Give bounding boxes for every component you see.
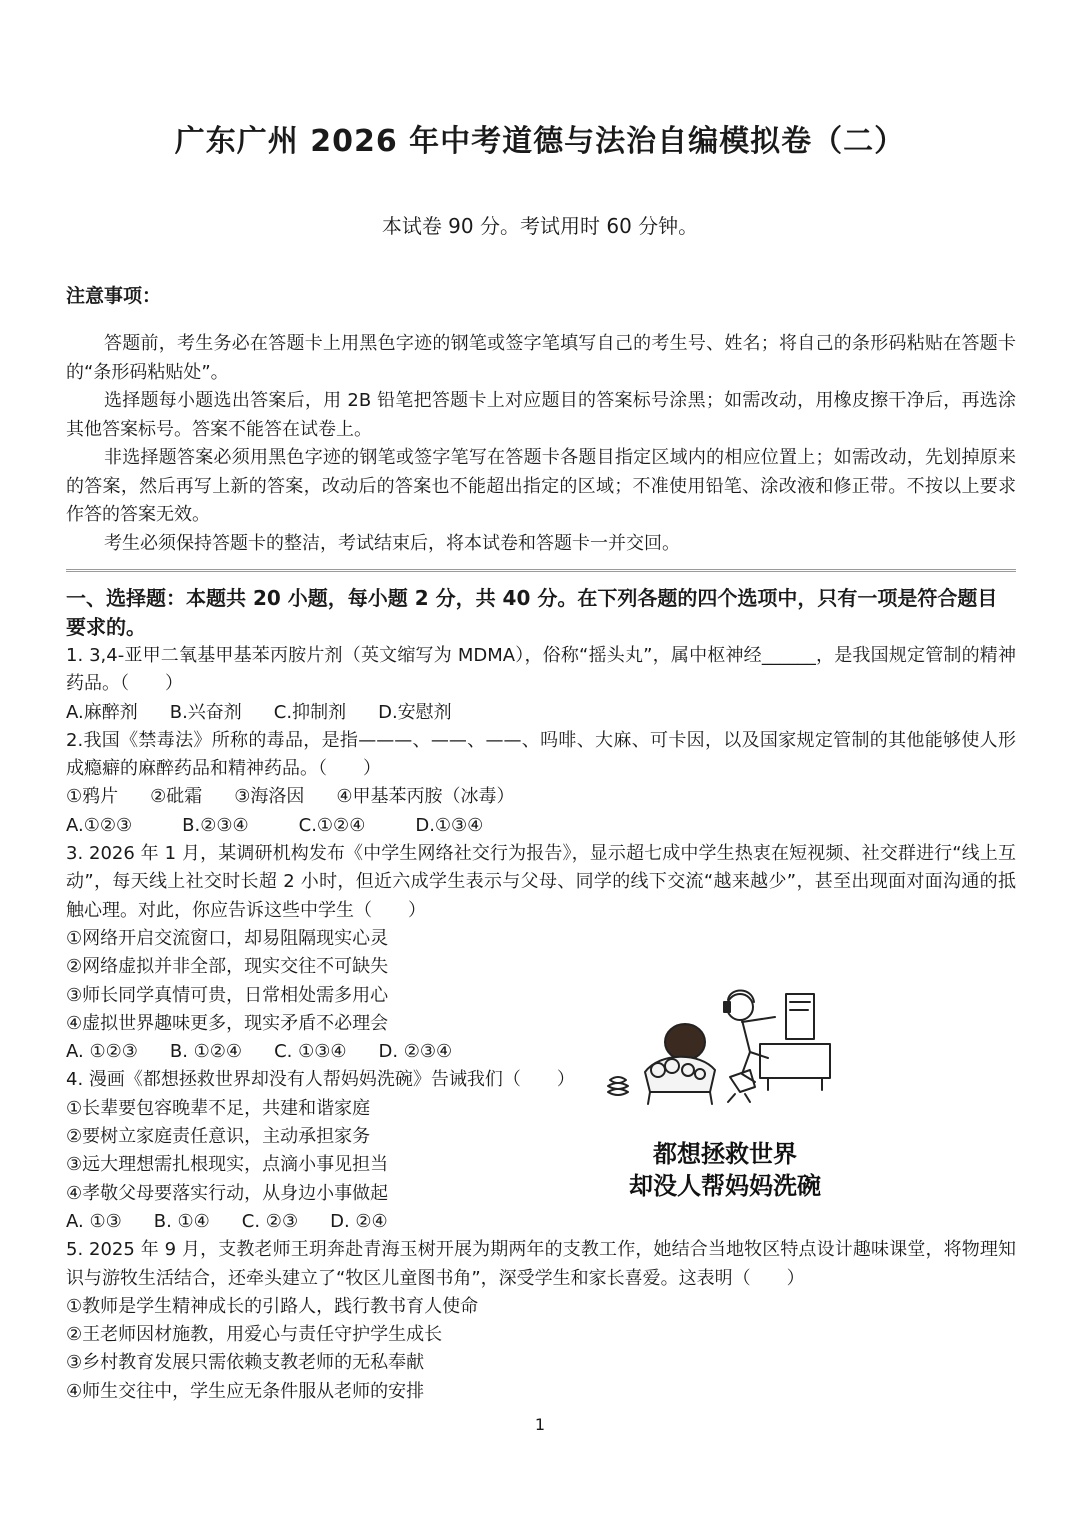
q4-item: ③远大理想需扎根现实，点滴小事见担当: [66, 1154, 389, 1176]
q4-option-b: B. ①④: [153, 1210, 210, 1232]
q3-stem: 3. 2026 年 1 月，某调研机构发布《中学生网络社交行为报告》，显示超七成中学生热衷在短视频、社交群进行“线上互动”，每天线上社交时长超 2 小时，但近六成学生表示与父母、同学的线下交流“越来越少”，甚至出现面对面沟通的抵触心理。对此，你应告诉这些中学生（ ）: [66, 843, 1016, 921]
notice-item: 非选择题答案必须用黑色字迹的钢笔或签字笔写在答题卡各题目指定区域内的相应位置上；如需改动，先划掉原来的答案，然后再写上新的答案，改动后的答案也不能超出指定的区域；不准使用铅笔、涂改液和修正带。不按以上要求作答的答案无效。: [66, 447, 1016, 525]
q4-option-d: D. ②④: [330, 1210, 388, 1232]
notice-item: 答题前，考生务必在答题卡上用黑色字迹的钢笔或签字笔填写自己的考生号、姓名；将自己的条形码粘贴在答题卡的“条形码粘贴处”。: [66, 333, 1016, 383]
q5-item: ①教师是学生精神成长的引路人，践行教书育人使命: [66, 1295, 479, 1317]
q1-stem: 1. 3,4-亚甲二氧基甲基苯丙胺片剂（英文缩写为 MDMA），俗称“摇头丸”，属中枢神经______，是我国规定管制的精神药品。（ ）: [66, 645, 1016, 695]
q4-option-c: C. ②③: [241, 1210, 299, 1232]
q5-stem: 5. 2025 年 9 月，支教老师王玥奔赴青海玉树开展为期两年的支教工作，她结合当地牧区特点设计趣味课堂，将物理知识与游牧生活结合，还牵头建立了“牧区儿童图书角”，深受学生和家长喜爱。这表明（ ）: [66, 1239, 1016, 1289]
q4-item: ④孝敬父母要落实行动，从身边小事做起: [66, 1182, 389, 1204]
questions: [66, 584, 1016, 1406]
q2-options: [66, 812, 1016, 840]
q2-option-a: A.①②③: [66, 814, 133, 836]
q2-item: ④甲基苯丙胺（冰毒）: [336, 786, 515, 808]
q1-option-a: A.麻醉剂: [66, 701, 138, 723]
q2-option-d: D.①③④: [415, 814, 484, 836]
notice-item: 考生必须保持答题卡的整洁，考试结束后，将本试卷和答题卡一并交回。: [104, 532, 680, 554]
page-number: 1: [534, 1415, 546, 1434]
q4-options: [66, 1208, 1016, 1236]
q3-option-c: C. ①③④: [274, 1041, 347, 1063]
q2-stem: 2.我国《禁毒法》所称的毒品，是指———、——、——、吗啡、大麻、可卡因，以及国家规定管制的其他能够使人形成瘾癖的麻醉药品和精神药品。（ ）: [66, 729, 1016, 780]
comic-caption-line1: 都想拯救世界: [653, 1140, 797, 1168]
section-divider: [66, 569, 1016, 572]
q3-item: ①网络开启交流窗口，却易阻隔现实心灵: [66, 927, 389, 949]
comic-drawing: [600, 982, 850, 1212]
comic-caption-line2: 却没人帮妈妈洗碗: [629, 1172, 821, 1200]
notice-list: [66, 330, 1016, 558]
q3-item: ④虚拟世界趣味更多，现实矛盾不必理会: [66, 1012, 389, 1034]
q2-items: [66, 783, 1016, 811]
page-title: 广东广州 2026 年中考道德与法治自编模拟卷（二）: [174, 124, 906, 159]
q3-option-d: D. ②③④: [378, 1041, 453, 1063]
q1-option-d: D.安慰剂: [378, 701, 452, 723]
q2-option-b: B.②③④: [182, 814, 249, 836]
q4-item: ①长辈要包容晚辈不足，共建和谐家庭: [66, 1097, 371, 1119]
q4-option-a: A. ①③: [66, 1210, 122, 1232]
q2-item: ②砒霜: [150, 786, 203, 808]
q2-item: ③海洛因: [234, 786, 305, 808]
q4-item: ②要树立家庭责任意识，主动承担家务: [66, 1126, 371, 1148]
q1-option-b: B.兴奋剂: [169, 701, 242, 723]
q1-option-c: C.抑制剂: [273, 701, 347, 723]
comic-illustration: [600, 982, 850, 1212]
q3-option-a: A. ①②③: [66, 1041, 138, 1063]
section-heading: 一、选择题：本题共 20 小题，每小题 2 分，共 40 分。在下列各题的四个选项中，只有一项是符合题目要求的。: [66, 586, 998, 639]
q3-item: ③师长同学真情可贵，日常相处需多用心: [66, 984, 389, 1006]
q3-item: ②网络虚拟并非全部，现实交往不可缺失: [66, 956, 389, 978]
notice-heading: 注意事项：: [66, 285, 162, 307]
q5-item: ④师生交往中，学生应无条件服从老师的安排: [66, 1380, 425, 1402]
notice-item: 选择题每小题选出答案后，用 2B 铅笔把答题卡上对应题目的答案标号涂黑；如需改动，用橡皮擦干净后，再选涂其他答案标号。答案不能答在试卷上。: [66, 390, 1016, 440]
q2-option-c: C.①②④: [298, 814, 366, 836]
q5-item: ③乡村教育发展只需依赖支教老师的无私奉献: [66, 1352, 425, 1374]
q4-stem: 4. 漫画《都想拯救世界却没有人帮妈妈洗碗》告诫我们（ ）: [66, 1069, 575, 1091]
q3-option-b: B. ①②④: [169, 1041, 243, 1063]
exam-info: 本试卷 90 分。考试用时 60 分钟。: [381, 214, 699, 238]
q2-item: ①鸦片: [66, 786, 119, 808]
q1-options: [66, 699, 1016, 727]
q5-item: ②王老师因材施教，用爱心与责任守护学生成长: [66, 1324, 443, 1346]
q3-options: [66, 1038, 1016, 1066]
